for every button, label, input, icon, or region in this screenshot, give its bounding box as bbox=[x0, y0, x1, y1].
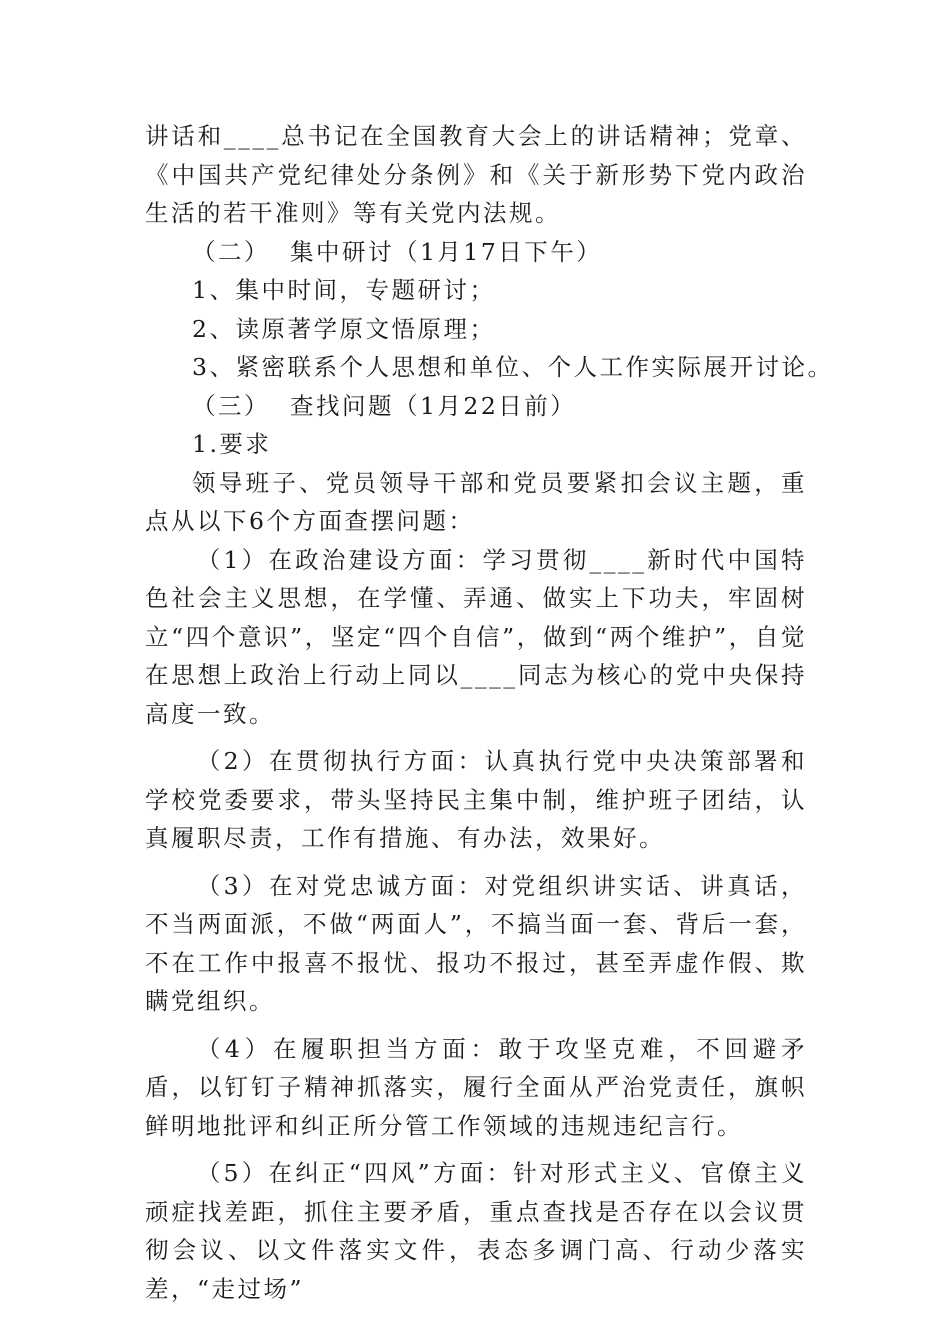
paragraph-political-building: （1）在政治建设方面：学习贯彻____新时代中国特色社会主义思想，在学懂、弄通、做实上下功夫，牢固树立“四个意识”，坚定“四个自信”，做到“两个维护”，自觉在思想上政治上行动上同以____同志为核心的党中央保持高度一致。 bbox=[145, 545, 807, 728]
paragraph-loyalty: （3）在对党忠诚方面：对党组织讲实话、讲真话，不当两面派，不做“两面人”，不搞当面一套、背后一套，不在工作中报喜不报忧、报功不报过，甚至弄虚作假、欺瞒党组织。 bbox=[145, 871, 807, 1015]
paragraph-study-materials: 讲话和____总书记在全国教育大会上的讲话精神；党章、《中国共产党纪律处分条例》和《关于新形势下党内政治生活的若干准则》等有关党内法规。 bbox=[145, 122, 807, 227]
paragraph-four-winds: （5）在纠正“四风”方面：针对形式主义、官僚主义顽症找差距，抓住主要矛盾，重点查找是否存在以会议贯彻会议、以文件落实文件，表态多调门高、行动少落实差，“走过场” bbox=[145, 1159, 807, 1303]
list-item-discussion-1: 1、集中时间，专题研讨； bbox=[192, 276, 496, 304]
paragraph-implementation: （2）在贯彻执行方面：认真执行党中央决策部署和学校党委要求，带头坚持民主集中制，维护班子团结，认真履职尽责，工作有措施、有办法，效果好。 bbox=[145, 747, 807, 852]
heading-requirements: 1.要求 bbox=[192, 430, 272, 458]
paragraph-responsibility: （4）在履职担当方面：敢于攻坚克难，不回避矛盾，以钉钉子精神抓落实，履行全面从严治党责任，旗帜鲜明地批评和纠正所分管工作领域的违规违纪言行。 bbox=[145, 1034, 807, 1140]
heading-find-problems: （三） 查找问题（1月22日前） bbox=[192, 391, 577, 420]
list-item-discussion-3: 3、紧密联系个人思想和单位、个人工作实际展开讨论。 bbox=[192, 353, 834, 381]
heading-focused-discussion: （二） 集中研讨（1月17日下午） bbox=[192, 237, 603, 266]
paragraph-requirements-intro: 领导班子、党员领导干部和党员要紧扣会议主题，重点从以下6个方面查摆问题： bbox=[145, 468, 807, 535]
list-item-discussion-2: 2、读原著学原文悟原理； bbox=[192, 314, 496, 343]
document-page bbox=[145, 117, 834, 1308]
